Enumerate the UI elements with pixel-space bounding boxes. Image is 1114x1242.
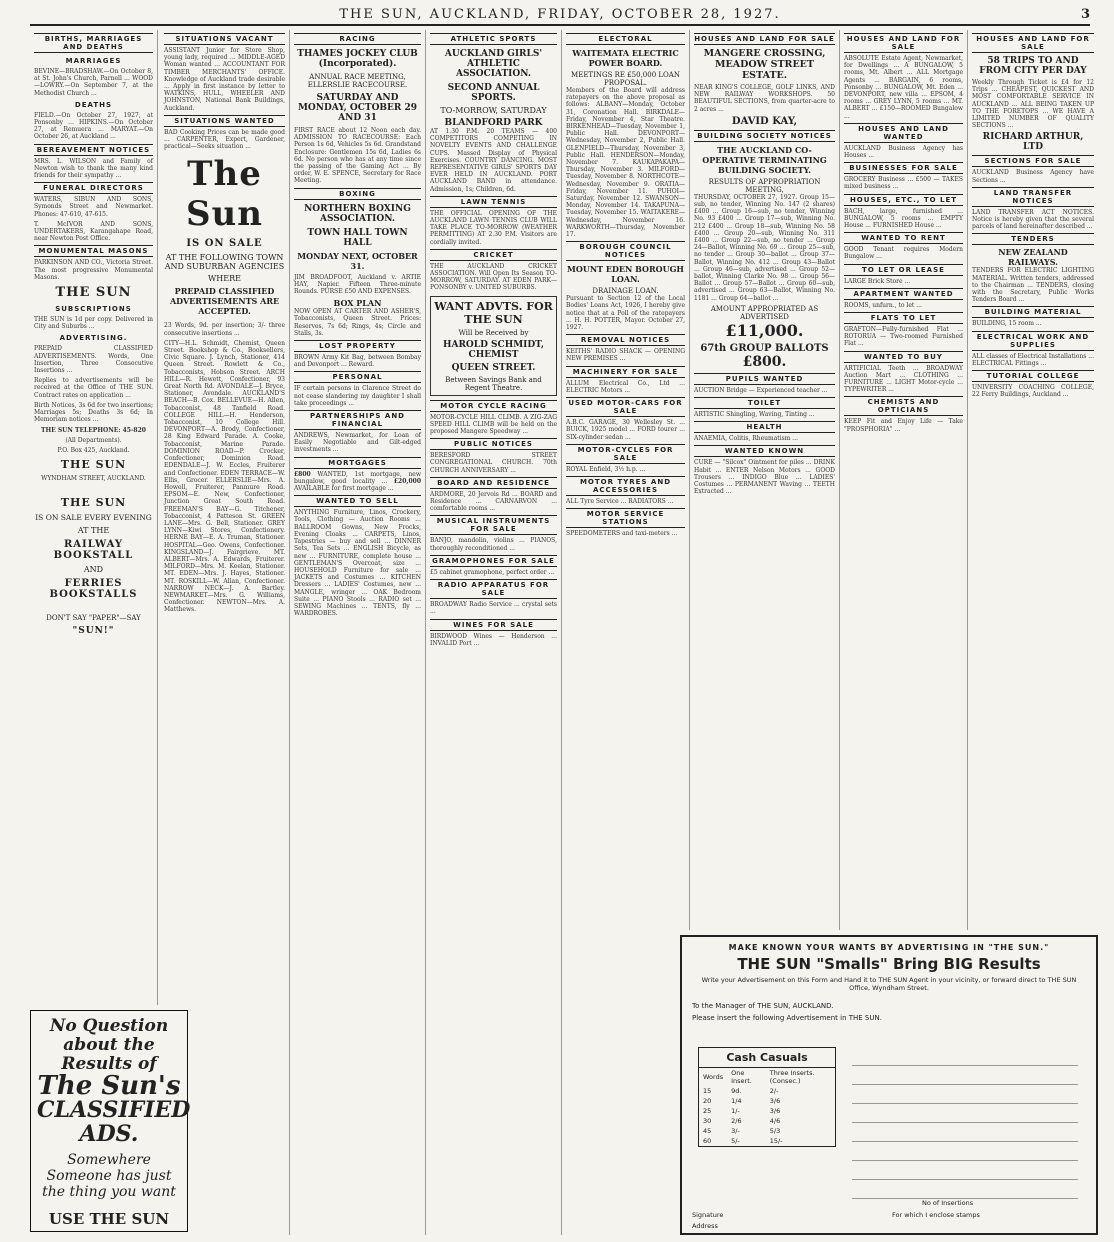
promo-line: CLASSIFIED ADS. [37,1097,191,1147]
notice-text: BAD Cooking Prices can be made good ... CARPENTER, Expert, Gardener, practical—Seeks situation ... [164,128,285,151]
rate-cell: 5/3 [769,1127,781,1135]
section-header: WANTED TO BUY [844,351,963,363]
section-header: MOTOR-CYCLES FOR SALE [566,444,685,464]
notice-text: £5 cabinet gramophone, perfect order ... [430,568,555,576]
notice-text: BANJO, mandolin, violins ... PIANOS, thoroughly reconditioned ... [430,537,557,552]
rate-cell: 2/6 [731,1117,742,1125]
section-header: WANTED TO RENT [844,232,963,244]
section-header: CHEMISTS AND OPTICIANS [844,396,963,416]
section-header: WANTED TO SELL [294,495,421,507]
notice-text: Replies to advertisements will be received at the Office of THE SUN. Contract rates on application ... [34,377,153,399]
cash-casuals-table [698,1047,836,1147]
sale-line: "SUN!" [72,626,115,637]
section-header: BIRTHS, MARRIAGES AND DEATHS [34,33,153,53]
notice-text: ABSOLUTE Estate Agent, Newmarket, for Dwellings ... A BUNGALOW, 5 rooms, Mt. Albert ... ALL Mortgage Agents ... BARGAIN, 6 rooms, Ponsonby ... BUNGALOW, Mt. Eden ... DEVONPORT, new villa ... EPSOM, 4 rooms ... GREY LYNN, 5 rooms ... MT. ALBERT ... £150—ROOMED Bungalow ... [844,55,963,120]
masthead-title: THE SUN, AUCKLAND, FRIDAY, OCTOBER 28, 1927. [339,6,781,22]
want-ads-box [430,296,557,396]
section-header: MORTGAGES [294,457,421,469]
notice-text: THE OFFICIAL OPENING OF THE AUCKLAND LAWN TENNIS CLUB WILL TAKE PLACE TO-MORROW (WEATHER PERMITTING) AT 2.30 P.M. Visitors are cordially invited. [430,209,557,246]
notice-text: AUCKLAND Business Agency have Sections ... [972,169,1094,184]
notice-text: ARTIFICIAL Teeth ... BROADWAY Auction Mart ... CLOTHING ... FURNITURE ... LIGHT Motor-cycle ... TYPEWRITER ... [844,364,963,394]
col-three: Three Inserts. (Consec.) [769,1069,815,1085]
queen-st: QUEEN STREET. [451,362,536,373]
section-header: USED MOTOR-CARS FOR SALE [566,397,685,417]
notice-text: NOW OPEN AT CARTER AND ASHER'S, Tobacconists, Queen Street. Prices: Reserves, 7s 6d; Rings, 4s; Circle and Stalls, 3s. [294,308,421,337]
notice-text: IF certain persons in Clarence Street do not cease slandering my daughter I shall take proceedings ... [294,385,421,407]
rate-cell: 3/6 [769,1107,781,1115]
notice-text: ASSISTANT Junior for Store Shop, young lady, required ... MIDDLE-AGED Woman wanted ... ACCOUNTANT FOR TIMBER MERCHANTS' OFFICE. Knowledge of Auckland trade desirable ... Apply in first instance by letter to WATKINS, HULL, WHEELER AND JOHNSTON, National Bank Buildings, Auckland. [164,47,285,112]
section-header: HOUSES AND LAND FOR SALE [844,33,963,53]
notice-text: ARDMORE, 20 Jervois Rd ... BOARD and Residence ... CARNARVON ... comfortable rooms ... [430,490,557,513]
section-header: MOTOR TYRES AND ACCESSORIES [566,476,685,496]
notice-text: MOTOR-CYCLE HILL CLIMB. A ZIG-ZAG SPEED HILL CLIMB will be held on the proposed Mangere Speedway ... [430,413,557,436]
coupon-to: To the Manager of THE SUN, AUCKLAND. [692,1002,834,1010]
section-header: WANTED KNOWN [694,445,835,457]
section-header: FLATS TO LET [844,312,963,324]
notice-text: ROYAL Enfield, 3½ h.p. ... [566,465,646,473]
notice-text: 23 Words, 9d. per insertion; 3/- three consecutive insertions ... [164,322,285,337]
rate-cell: 3/- [731,1127,740,1135]
section-header: GRAMOPHONES FOR SALE [430,555,557,567]
notice-text: £800 WANTED, 1st mortgage, new bungalow, good locality ... £20,000 AVAILABLE for first mortgage ... [294,470,421,493]
column-4 [426,30,562,1235]
sale-line: AND [83,565,104,575]
notice-text: AT 1.30 P.M. 20 TEAMS — 400 COMPETITORS COMPETING IN NOVELTY EVENTS AND CHALLENGE CUPS. Massed Display of Physical Exercises. COUNTRY DANCING. MOST REPRESENTATIVE GIRLS' SPORTS DAY EVER HELD IN AUCKLAND. PORT AUCKLAND BAND in attendance. Admission, 1s; Children, 6d. [430,128,557,193]
rate-cell: 3/6 [769,1097,781,1105]
ad-write-lines[interactable] [852,1047,1078,1199]
subsection-header: ADVERTISING. [59,334,128,343]
signature-label: Signature [692,1211,724,1219]
section-header: CRICKET [430,249,557,261]
section-header: SITUATIONS WANTED [164,115,285,127]
column-2 [160,30,290,1235]
rate-row [699,1136,835,1146]
section-header: BUILDING SOCIETY NOTICES [694,130,835,142]
mount-eden: MOUNT EDEN BOROUGH LOAN. [567,264,684,285]
sun-heading: THE SUN [55,285,132,301]
section-header: MONUMENTAL MASONS [34,245,153,257]
notice-text: LAND TRANSFER ACT NOTICES. Notice is hereby given that the several parcels of land hereinafter described ... [972,208,1094,231]
rate-cell: 1/4 [731,1097,742,1105]
subsection-header: DEATHS [74,100,113,109]
sale-line: THE SUN [60,496,127,510]
section-header: HOUSES AND LAND FOR SALE [694,35,835,43]
notice-text: BEVINE—BRADSHAW.—On October 8, at St. John's Church, Parnell ... WOOD—LOWRY.—On September 7, at the Methodist Church ... [34,68,153,97]
notice-text: T. McIVOR AND SONS, UNDERTAKERS, Karangahape Road, near Newton Post Office. [34,220,153,243]
received: Will be Received by [458,328,529,337]
town-hall: TOWN HALL TOWN HALL [307,227,408,248]
race-dates: SATURDAY AND MONDAY, OCTOBER 29 AND 31 [297,93,418,123]
section-header: TUTORIAL COLLEGE [972,370,1094,382]
section-header: BUILDING MATERIAL [972,306,1094,318]
notice-text: CURE — "Silcox" Ointment for piles ... DRINK Habit ... ENTER Nelson Motors ... GOOD Trousers ... INDIGO Blue ... LADIES' Costumes ... PERMANENT Waving ... TEETH Extracted ... [694,459,835,496]
notice-text: THE SUN is 1d per copy. Delivered in City and Suburbs ... [34,316,153,331]
promo-line: Somewhere Someone has just the thing you want [42,1152,176,1200]
column-7 [840,30,968,930]
notice-text: BUILDING, 15 room ... [972,320,1042,328]
notice-text: KEITHS' RADIO SHACK — OPENING NEW PREMISES ... [566,348,685,363]
col-one: One Insert. [731,1069,752,1085]
page-number: 3 [1080,6,1090,22]
rate-row [699,1126,835,1136]
notice-text: GOOD Tenant requires Modern Bungalow ... [844,246,963,261]
harold: HAROLD SCHMIDT, CHEMIST [442,339,545,360]
section-header: LAWN TENNIS [430,196,557,208]
po-box: P.O. Box 425, Auckland. [57,446,130,454]
notice-text: AUCKLAND Business Agency has Houses ... [844,144,963,160]
section-header: RACING [294,33,421,45]
club: THAMES JOCKEY CLUB (Incorporated). [297,49,418,69]
agency-list: CITY—H.L. Schmidt, Chemist, Queen Street. Bookshop & Co., Booksellers, Civic Square. J. Lynch, Stationer, 414 Queen Street. Rowlett & Co., Tobacconists, Hobson Street. ARCH HILL—R. Hewett, Confectioner, 93 Great North Rd. AVONDALE—J. Bryce, Stationer, Avondale. AUCKLAND'S BEACH—B. Cox. BELLEVUE—H. Allen, Tobacconist, 48 Tanfield Road. COLLEGE HILL—H. Henderson, Tobacconist, 10 College Hill. DEVONPORT—A. Brody, Confectioner, 28 King Edward Parade. A. Cooke, Tobacconist, Marine Parade. DOMINION ROAD—P. Crocker, Confectioner, Dominion Road. EDENDALE—J. W. Eccles, Fruiterer and Confectioner. EDEN TERRACE—W. Ellis, Grocer. ELLERSLIE—Mrs. A. Howell, Fruiterer, Panmure Road. EPSOM—E. New, Confectioner, Junction Great South Road. FREEMAN'S BAY—G. Titchener, Tobacconist, 4 Patteson St. GREEN LANE—Mrs. G. Bell, Stationer. GREY LYNN—Kiwi Stores, Confectionery. HERNE BAY—E. A. Truman, Stationer. HOSPITAL—Geo. Owens, Confectioner. KINGSLAND—J. Fairgrieve. MT. ALBERT—Mrs. A. Edwards, Fruiterer. MILFORD—Mrs. M. Keelan, Stationer. MT. EDEN—Mrs. J. Hayes, Stationer. MT. ROSKILL—W. Allan, Confectioner. NARROW NECK—J. A. Bartley. NEWMARKET—Mrs. G. Williams, Confectioner. NEWTON—Mrs. A. Matthews. [164,339,285,614]
notice-text: BERESFORD STREET CONGREGATIONAL CHURCH. 70th CHURCH ANNIVERSARY ... [430,452,557,474]
col-words: Words [703,1073,724,1081]
section-header: BUSINESSES FOR SALE [844,162,963,174]
notice-text: MRS. L. WILSON and Family of Newton wish to thank the many kind friends for their sympathy ... [34,157,153,180]
notice-text: PARKINSON AND CO., Victoria Street. The most progressive Monumental Masons. [34,259,153,281]
section-header: LOST PROPERTY [294,340,421,352]
address-label: Address [692,1222,718,1230]
park: BLANDFORD PARK [444,118,543,128]
rate-row [699,1106,835,1116]
cooperative: THE AUCKLAND CO-OPERATIVE TERMINATING BUILDING SOCIETY. [702,144,827,175]
results: RESULTS OF APPROPRIATION MEETING, [708,177,821,194]
david-kay: DAVID KAY, [731,115,798,127]
notice-text: ALL classes of Electrical Installations ... ELECTRICAL Fittings ... [972,352,1094,367]
rate-cell: 2/- [769,1087,779,1095]
loan-meetings: MEETINGS RE £50,000 LOAN PROPOSAL. [571,71,680,87]
section-header: TOILET [694,397,835,409]
notice-text: AUCTION Bridge — Experienced teacher ... [694,386,828,394]
amount: £800 [294,470,311,478]
rate-cell: 9d. [731,1087,742,1095]
section-header: MACHINERY FOR SALE [566,366,685,378]
second-sports: SECOND ANNUAL SPORTS. [447,83,540,103]
section-header: PUBLIC NOTICES [430,438,557,450]
section-header: ATHLETIC SPORTS [430,33,557,45]
section-header: APARTMENT WANTED [844,288,963,300]
column-5 [562,30,690,930]
remit-label: For which I enclose stamps [892,1211,980,1219]
section-header: PERSONAL [294,371,421,383]
notice-text: ALL Tyre Service ... RADIATORS ... [566,497,674,505]
notice-text: ANYTHING Furniture, Linos, Crockery, Tools, Clothing — Auction Rooms ... BALLROOM Gowns, New Frocks, Evening Cloaks ... CARPETS, Linos, Tapestries — buy and sell ... DINNER Sets, Tea Sets ... ENGLISH Bicycle, as new ... FURNITURE, complete house ... GENTLEMAN'S Overcoat, size ... HOUSEHOLD Furniture for sale ... JACKETS and Costumes ... KITCHEN Dressers ... LADIES' Costumes, new ... MANGLE, wringer ... OAK Bedroom Suite ... PIANO Stools ... RADIO set ... SEWING Machines ... TENTS, fly ... WARDROBES. [294,509,421,618]
rate-cell: 60 [703,1137,712,1145]
rate-cell: 15/- [769,1137,783,1145]
notice-text: PREPAID CLASSIFIED ADVERTISEMENTS. Words, One Insertion, Three Consecutive Insertions ... [34,345,153,375]
notice-text: Birth Notices, 3s 6d for two insertions; Marriages 5s; Deaths 3s 6d; In Memoriam notices ... [34,401,153,424]
rate-row [699,1096,835,1106]
section-header: HEALTH [694,421,835,433]
rate-cell: 45 [703,1127,712,1135]
section-header: LAND TRANSFER NOTICES [972,187,1094,207]
richard-arthur: RICHARD ARTHUR, LTD [982,132,1084,153]
address-title: THE SUN [60,458,127,472]
rate-cell: 25 [703,1107,712,1115]
address: WYNDHAM STREET, AUCKLAND. [41,475,146,483]
insertions-label: No of Insertions [922,1199,974,1207]
section-header: WINES FOR SALE [430,619,557,631]
notice-text: Pursuant to Section 12 of the Local Bodies' Loans Act, 1926, I hereby give notice that at a Poll of the ratepayers ... H. H. POTTER, Mayor. October 27, 1927. [566,295,685,332]
sale-line: AT THE [77,526,110,536]
tomorrow: TO-MORROW, SATURDAY [440,106,547,115]
drainage: DRAINAGE LOAN. [592,287,659,296]
section-header: MOTOR CYCLE RACING [430,400,557,412]
notice-text: GRAFTON—Fully-furnished Flat ... ROTORUA — Two-roomed Furnished Flat ... [844,326,963,348]
notice-text: ARTISTIC Shingling, Waving, Tinting ... [694,411,815,419]
notice-text: Members of the Board will address ratepayers on the above proposal as follows: ALBANY—Monday, October 31, Coronation Hall. BIRKDALE—Friday, November 4, Star Theatre. BIRKENHEAD—Tuesday, November 1, Public Hall. DEVONPORT—Wednesday, November 2, Public Hall. GLENFIELD—Thursday, November 3, Public Hall. HENDERSON—Monday, November 7. KAUKAPAKAPA—Thursday, November 3. MILFORD—Tuesday, November 8. NORTHCOTE—Wednesday, November 9. ORATIA—Friday, November 11. PUHOI—Saturday, November 12. SWANSON—Monday, November 14. TAKAPUNA—Tuesday, November 15. WAITAKERE—Wednesday, November 16. WARKWORTH—Thursday, November 17. [566,87,685,239]
prepaid: PREPAID CLASSIFIED ADVERTISEMENTS ARE ACCEPTED. [169,286,280,317]
notice-text: UNIVERSITY COACHING COLLEGE, 22 Ferry Buildings, Auckland ... [972,384,1094,399]
section-header: TENDERS [972,233,1094,245]
departments: (All Departments). [65,436,122,444]
notice-text: SPEEDOMETERS and taxi-meters ... [566,530,678,538]
promo-line: No Question about the Results of [49,1016,169,1074]
section-header: FUNERAL DIRECTORS [34,182,153,194]
between: Between Savings Bank and Regent Theatre. [445,375,542,392]
subsection-header: MARRIAGES [65,57,122,65]
notice-text: FIRST RACE about 12 Noon each day. ADMISSION TO RACECOURSE: Each Person 1s 6d, Vehicles 5s 6d. Grandstand Enclosure: Gentlemen 15s 6d, Ladies 6s 6d. No person who has at any time since the passing of the Gaming Act ... By order, W. E. SPENCE, Secretary for Race Meeting. [294,127,421,185]
subsection-header: SUBSCRIPTIONS [55,305,132,314]
box-plan: BOX PLAN [333,298,382,309]
notice-text: LARGE Brick Store ... [844,277,911,285]
meeting: ANNUAL RACE MEETING, ELLERSLIE RACECOURSE. [307,73,408,89]
notice-text: NEAR KING'S COLLEGE, GOLF LINKS, AND NEW RAILWAY WORKSHOPS. 50 BEAUTIFUL SECTIONS, from quarter-acre to 2 acres ... [694,84,835,113]
boxing-assoc: NORTHERN BOXING ASSOCIATION. [304,203,411,224]
mangere: MANGERE CROSSING, MEADOW STREET ESTATE. [703,48,826,81]
rate-cell: 20 [703,1097,712,1105]
notice-text: ANDREWS, Newmarket, for Loan of Easily Negotiable and Gilt-edged investments ... [294,432,421,454]
notice-text: BACH, large, furnished ... BUNGALOW, 5 rooms ... EMPTY House ... FURNISHED House ... [844,207,963,230]
notice-text: BROWN Army Kit Bag, between Bombay and Devonport ... Reward. [294,354,421,369]
girls-assoc: AUCKLAND GIRLS' ATHLETIC ASSOCIATION. [444,49,543,79]
nz-railways: NEW ZEALAND RAILWAYS. [998,247,1068,268]
notice-text: ROOMS, unfurn., to let ... [844,301,922,309]
notice-text: ANAEMIA, Colitis, Rheumatism ... [694,435,799,443]
telephone: THE SUN TELEPHONE: 45-820 [41,426,146,434]
rate-cell: 1/- [731,1107,740,1115]
section-header: HOUSES AND LAND WANTED [844,123,963,143]
notice-text: BROADWAY Radio Service ... crystal sets ... [430,601,557,616]
rate-row [699,1116,835,1126]
trips: 58 TRIPS TO AND FROM CITY PER DAY [979,56,1087,76]
rate-cell: 15 [703,1087,712,1095]
column-6 [690,30,840,930]
section-header: REMOVAL NOTICES [566,334,685,346]
column-1 [30,30,158,1005]
sale-line: FERRIES BOOKSTALLS [49,578,138,601]
coupon-please: Please insert the following Advertisement in THE SUN. [692,1014,882,1022]
notice-text: FIELD.—On October 27, 1927, at Ponsonby ... HIPKINS.—On October 27, at Remuera ... MARYAT.—On October 26, at Auckland ... [34,111,153,141]
notice-text: ALLUM Electrical Co., Ltd ... ELECTRIC Motors ... [566,379,685,394]
section-header: ELECTORAL [566,33,685,45]
notice-text: JIM BROADFOOT, Auckland v. ARTIE HAY, Napier. Fifteen Three-minute Rounds. PURSE £50 AND EXPENSES. [294,273,421,296]
masthead [30,4,1090,26]
notice-text: A.B.C. GARAGE, 30 Wellesley St. ... BUICK, 1925 model ... FORD tourer ... SIX-cylinder sedan ... [566,419,685,441]
want-ads: WANT ADVTS. FOR THE SUN [434,299,553,326]
section-header: SITUATIONS VACANT [164,33,285,45]
where: WHERE [208,274,241,284]
section-header: BOROUGH COUNCIL NOTICES [566,241,685,261]
cash-title: Cash Casuals [699,1048,835,1068]
agencies: AT THE FOLLOWING TOWN AND SUBURBAN AGENCIES [164,253,285,272]
coupon-headline: THE SUN "Smalls" Bring BIG Results [737,955,1041,973]
notice-text: Weekly Through Ticket is £4 for 12 Trips ... CHEAPEST, QUICKEST AND MOST COMFORTABLE SERVICE IN AUCKLAND ... ALL BEING TAKEN UP TO THE FORETOPS ... WE HAVE A LIMITED NUMBER OF QUALITY SECTIONS ... [972,79,1094,130]
section-header: ELECTRICAL WORK AND SUPPLIES [972,331,1094,351]
on-sale: IS ON SALE [186,238,263,250]
section-header: PARTNERSHIPS AND FINANCIAL [294,410,421,430]
sale-line: DON'T SAY "PAPER"—SAY [46,614,141,623]
section-header: MUSICAL INSTRUMENTS FOR SALE [430,515,557,535]
section-header: TO LET OR LEASE [844,264,963,276]
rate-cell: 4/6 [769,1117,781,1125]
notice-text: BIRDWOOD Wines — Henderson ... INVALID Port ... [430,632,557,647]
notice-text: THE AUCKLAND CRICKET ASSOCIATION. Will Open Its Season TO-MORROW, SATURDAY. AT EDEN PARK—PONSONBY v. UNITED SUBURBS. [430,262,557,292]
promo-line: The Sun's [37,1071,181,1101]
section-header: BOARD AND RESIDENCE [430,477,557,489]
notice-text: KEEP Fit and Enjoy Life — Take "PROSPHORIA" ... [844,418,963,433]
column-8 [968,30,1098,930]
waitemata: WAITEMATA ELECTRIC POWER BOARD. [572,48,679,68]
section-header: SECTIONS FOR SALE [972,155,1094,167]
sale-line: RAILWAY BOOKSTALL [53,539,134,562]
section-header: PUPILS WANTED [694,373,835,385]
section-header: HOUSES, ETC., TO LET [844,194,963,206]
coupon-sub: Write your Advertisement on this Form and Hand it to THE SUN Agent in your vicinity, or forward direct to THE SUN Office, Wyndham Street. [701,976,1077,992]
coupon-top: MAKE KNOWN YOUR WANTS BY ADVERTISING IN "THE SUN." [728,943,1050,952]
sale-line: IS ON SALE EVERY EVENING [35,513,152,523]
column-3 [290,30,426,1235]
notice-text: THURSDAY, OCTOBER 27, 1927. Group 15—sub, no tender, Winning No. 147 (2 shares) £400 ... Group 16—sub, no tender, Winning No. 93 £400 ... Group 17—sub, Winning No. 212 £400 ... Group 18—sub, Winning No. 58 £400 ... Group 20—sub, Winning No. 311 £400 ... Group 22—sub, no tender ... Group 24—Ballot, Winning No. 69 ... Group 25—sub, no tender ... Group 30—ballot ... Group 37—Ballot, Winning No. 412 ... Group 43—Ballot ... Group 46—sub, advertised ... Group 52—ballot, Winning Clarke No. 98 ... Group 56—Ballot ... Group 57—Ballot ... Group 60—sub, advertised ... Group 63—Ballot, Winning No. 1181 ... Group 64—ballot ... [694,193,835,302]
amount: £20,000 [393,477,421,485]
notice-text: TENDERS FOR ELECTRIC LIGHTING MATERIAL. Written tenders, addressed to the Chairman ... TENDERS, closing with the Secretary, Public Works Tenders Board ... [972,267,1094,304]
sun-logo: The Sun [186,154,263,235]
advertising-coupon [680,935,1098,1235]
section-header: HOUSES AND LAND FOR SALE [972,33,1094,53]
promo-line: USE THE SUN [48,1210,170,1228]
section-header: BOXING [294,188,421,200]
rate-cell: 5/- [731,1137,740,1145]
group-ballots: 67th GROUP BALLOTS [700,342,829,354]
notice-text: WATERS, SIBUN AND SONS, Symonds Street and Newmarket. Phones: 47-610, 47-615. [34,196,153,218]
boxing-date: MONDAY NEXT, OCTOBER 31. [297,250,418,271]
appropriated-amount: £11,000. [725,320,804,340]
section-header: BEREAVEMENT NOTICES [34,144,153,156]
section-header: RADIO APPARATUS FOR SALE [430,579,557,599]
notice-text: AMOUNT APPROPRIATED AS ADVERTISED [710,304,819,321]
rate-cell: 30 [703,1117,712,1125]
rate-row [699,1086,835,1096]
group-amount: £800. [742,353,787,370]
notice-text: GROCERY Business ... £500 — TAKES mixed business ... [844,176,963,191]
section-header: MOTOR SERVICE STATIONS [566,508,685,528]
